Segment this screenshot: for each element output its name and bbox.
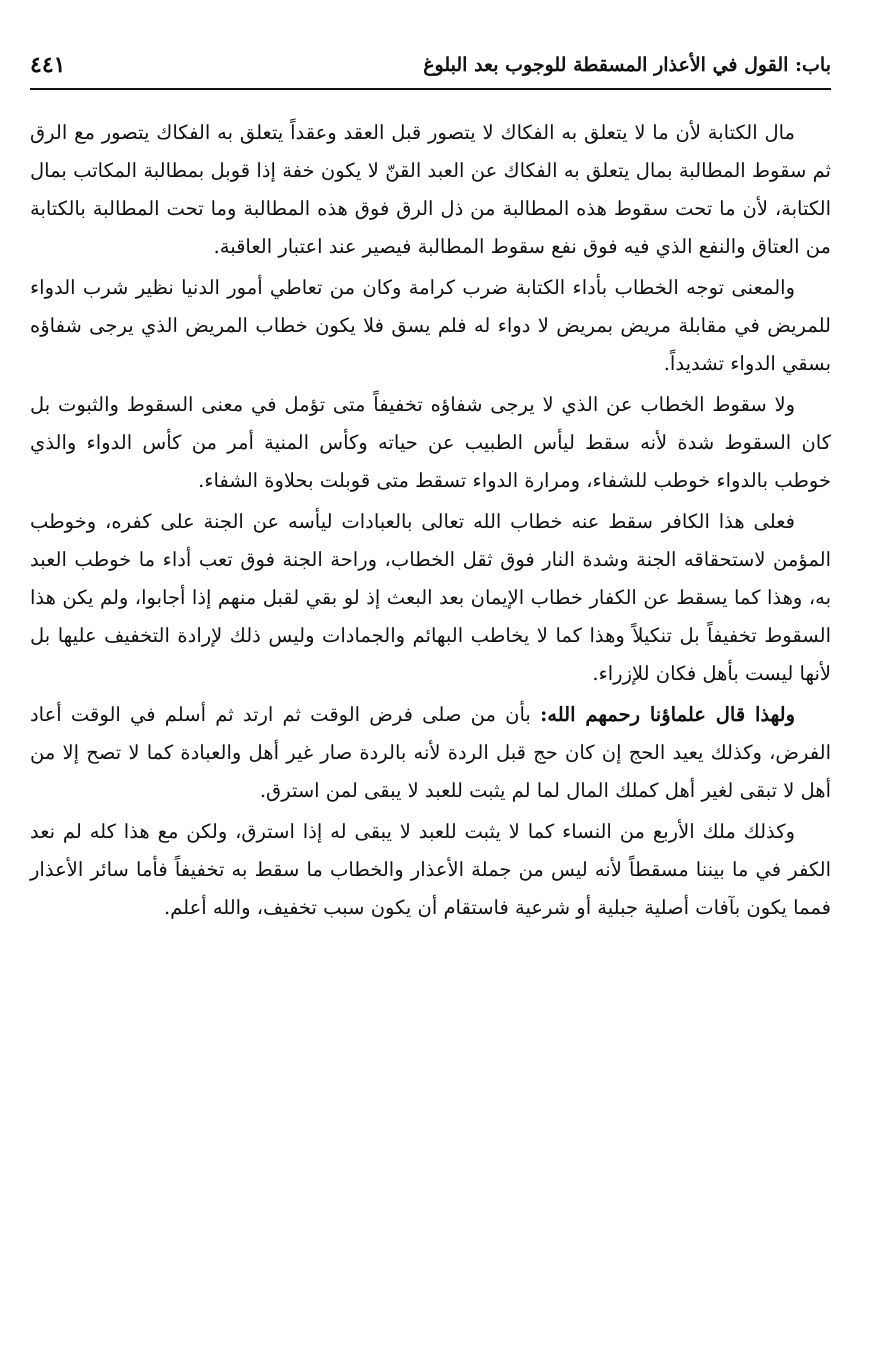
running-title: باب: القول في الأعذار المسقطة للوجوب بعد البلوغ xyxy=(423,54,831,76)
paragraph xyxy=(30,114,831,266)
paragraph-text: بأن من صلى فرض الوقت ثم ارتد ثم أسلم في الوقت أعاد الفرض، وكذلك يعيد الحج إن كان حج قبل الردة لأنه بالردة صار غير أهل والعبادة كما لا تصح إلا من أهل لا تبقى لغير أهل كملك المال لما لم يثبت للعبد لا يبقى لمن استرق. xyxy=(30,703,831,802)
paragraph xyxy=(30,269,831,383)
paragraph-text: مال الكتابة لأن ما لا يتعلق به الفكاك لا يتصور قبل العقد وعقداً يتعلق به الفكاك يتصور مع الرق ثم سقوط المطالبة بمال يتعلق به الفكاك عن العبد القنّ لا يكون خفة إذا قوبل بمطالبة المكاتب بمال الكتابة، لأن ما تحت سقوط هذه المطالبة من ذل الرق فوق هذه المطالبة وما تحت المطالبة بالكتابة من العتاق والنفع الذي فيه فوق نفع سقوط المطالبة فيصير عند اعتبار العاقبة. xyxy=(30,121,831,258)
paragraph-text: والمعنى توجه الخطاب بأداء الكتابة ضرب كرامة وكان من تعاطي أمور الدنيا نظير شرب الدواء للمريض في مقابلة مريض بمريض لا دواء له فلم يسق فلا يكون خطاب المريض الذي يرجى شفاؤه بسقي الدواء تشديداً. xyxy=(30,276,831,375)
body-text xyxy=(30,114,831,930)
paragraph xyxy=(30,696,831,810)
paragraph-lead: ولهذا قال علماؤنا رحمهم الله: xyxy=(540,703,795,726)
paragraph xyxy=(30,386,831,500)
page-number: ٤٤١ xyxy=(30,52,66,78)
running-head xyxy=(30,44,831,90)
paragraph-text: وكذلك ملك الأربع من النساء كما لا يثبت للعبد لا يبقى له إذا استرق، ولكن مع هذا كله لم نعد الكفر في ما بيننا مسقطاً لأنه ليس من جملة الأعذار والخطاب ما سقط به تخفيفاً فأما سائر الأعذار فمما يكون بآفات أصلية جبلية أو شرعية فاستقام أن يكون سبب تخفيف، والله أعلم. xyxy=(30,820,831,919)
paragraph xyxy=(30,813,831,927)
paragraph-text: ولا سقوط الخطاب عن الذي لا يرجى شفاؤه تخفيفاً متى تؤمل في معنى السقوط والثبوت بل كان السقوط شدة لأنه سقط ليأس الطبيب عن حياته وكأس المنية أمر من كأس الدواء والذي خوطب بالدواء خوطب للشفاء، ومرارة الدواء تسقط متى قوبلت بحلاوة الشفاء. xyxy=(30,393,831,492)
paragraph xyxy=(30,503,831,693)
paragraph-text: فعلى هذا الكافر سقط عنه خطاب الله تعالى بالعبادات ليأسه عن الجنة على كفره، وخوطب المؤمن لاستحقاقه الجنة وشدة النار فوق ثقل الخطاب، وراحة الجنة فوق تعب أداء ما خوطب العبد به، وهذا كما يسقط عن الكفار خطاب الإيمان بعد البعث إذ لو بقي لقبل منهم إذا أجابوا، ولم يكن هذا السقوط تخفيفاً بل تنكيلاً وهذا كما لا يخاطب البهائم والجمادات وليس ذلك لإرادة التخفيف عليها بل لأنها ليست بأهل فكان للإزراء. xyxy=(30,510,831,685)
